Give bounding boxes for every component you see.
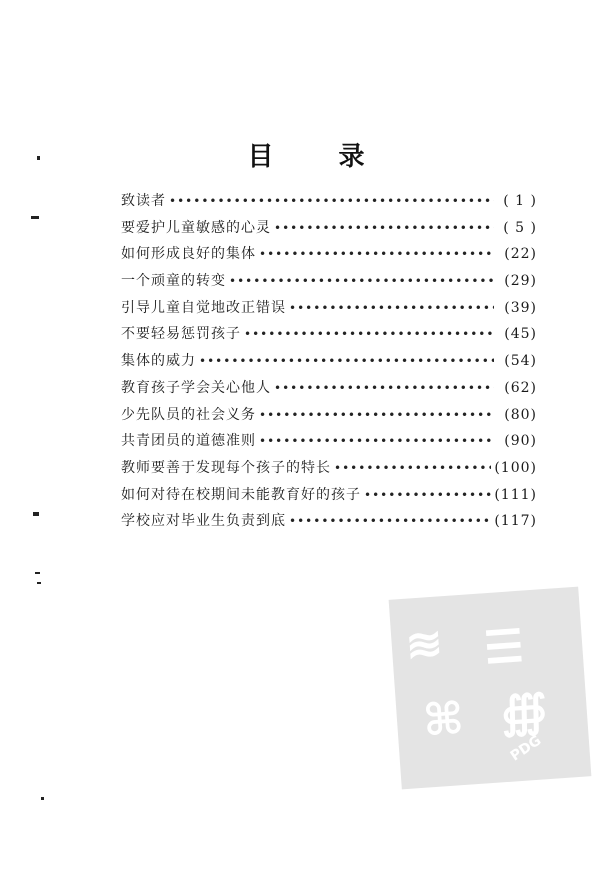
toc-entry-page: (100) — [494, 459, 537, 476]
toc-dot-leader — [244, 327, 494, 341]
toc-dot-leader — [274, 221, 494, 235]
toc-entry[interactable] — [121, 457, 537, 484]
toc-entry-title: 如何形成良好的集体 — [121, 246, 256, 263]
toc-entry[interactable] — [121, 484, 537, 511]
toc-dot-leader — [334, 461, 491, 475]
toc-dot-leader — [229, 274, 494, 288]
toc-entry[interactable] — [121, 377, 537, 404]
toc-entry-page: (62) — [504, 379, 537, 396]
toc-dot-leader — [259, 434, 494, 448]
scan-speck — [37, 156, 40, 160]
toc-entry[interactable] — [121, 297, 537, 324]
seal-glyph: ☰ — [482, 620, 526, 675]
seal-glyph: ≋ — [404, 618, 445, 672]
toc-entry[interactable] — [121, 404, 537, 431]
toc-entry-title: 共青团员的道德准则 — [121, 433, 256, 450]
toc-entry[interactable] — [121, 270, 537, 297]
toc-entry-page: (54) — [504, 353, 537, 370]
seal-glyph: ⌘ — [421, 692, 466, 747]
toc-entry-title: 教师要善于发现每个孩子的特长 — [121, 459, 331, 476]
toc-dot-leader — [199, 354, 494, 368]
toc-entry-page: (39) — [504, 299, 537, 316]
scan-speck — [33, 512, 39, 516]
toc-dot-leader — [259, 247, 494, 261]
seal-glyph: ∰ — [499, 685, 550, 740]
toc-entry-title: 学校应对毕业生负责到底 — [121, 513, 286, 530]
toc-entry-title: 致读者 — [121, 193, 166, 209]
toc-entry[interactable] — [121, 190, 537, 217]
toc-dot-leader — [289, 514, 491, 528]
toc-entry-page: (111) — [494, 486, 537, 503]
watermark-code: PDG — [507, 732, 545, 765]
toc-entry[interactable] — [121, 217, 537, 244]
toc-dot-leader — [274, 381, 494, 395]
toc-entry-title: 要爱护儿童敏感的心灵 — [121, 219, 271, 236]
toc-entry-title: 引导儿童自觉地改正错误 — [121, 299, 286, 316]
toc-entry-title: 如何对待在校期间未能教育好的孩子 — [121, 486, 361, 503]
page-title: 目 录 — [247, 142, 393, 172]
toc-entry[interactable] — [121, 323, 537, 350]
toc-entry-page: ( 5 ) — [503, 219, 537, 236]
toc-entry[interactable] — [121, 430, 537, 457]
scan-speck — [35, 572, 40, 574]
toc-dot-leader — [169, 194, 494, 208]
toc-entry-title: 一个顽童的转变 — [121, 273, 226, 290]
toc-entry[interactable] — [121, 350, 537, 377]
toc-entry-title: 少先队员的社会义务 — [121, 406, 256, 423]
toc-dot-leader — [289, 301, 494, 315]
scan-speck — [41, 797, 44, 800]
toc-entry-page: (90) — [504, 433, 537, 450]
toc-entry[interactable] — [121, 243, 537, 270]
toc-entry-page: (117) — [494, 513, 537, 530]
toc-entry-page: (29) — [504, 273, 537, 290]
table-of-contents — [121, 190, 537, 537]
toc-dot-leader — [364, 488, 491, 502]
scan-speck — [31, 216, 39, 219]
scan-speck — [37, 582, 41, 584]
library-seal-watermark — [389, 587, 592, 790]
toc-entry[interactable] — [121, 510, 537, 537]
toc-entry-title: 教育孩子学会关心他人 — [121, 379, 271, 396]
toc-entry-page: (45) — [504, 326, 537, 343]
toc-dot-leader — [259, 408, 494, 422]
toc-entry-title: 不要轻易惩罚孩子 — [121, 326, 241, 343]
toc-entry-page: (80) — [504, 406, 537, 423]
toc-entry-page: ( 1 ) — [503, 193, 537, 209]
toc-entry-page: (22) — [504, 246, 537, 263]
toc-entry-title: 集体的威力 — [121, 353, 196, 370]
